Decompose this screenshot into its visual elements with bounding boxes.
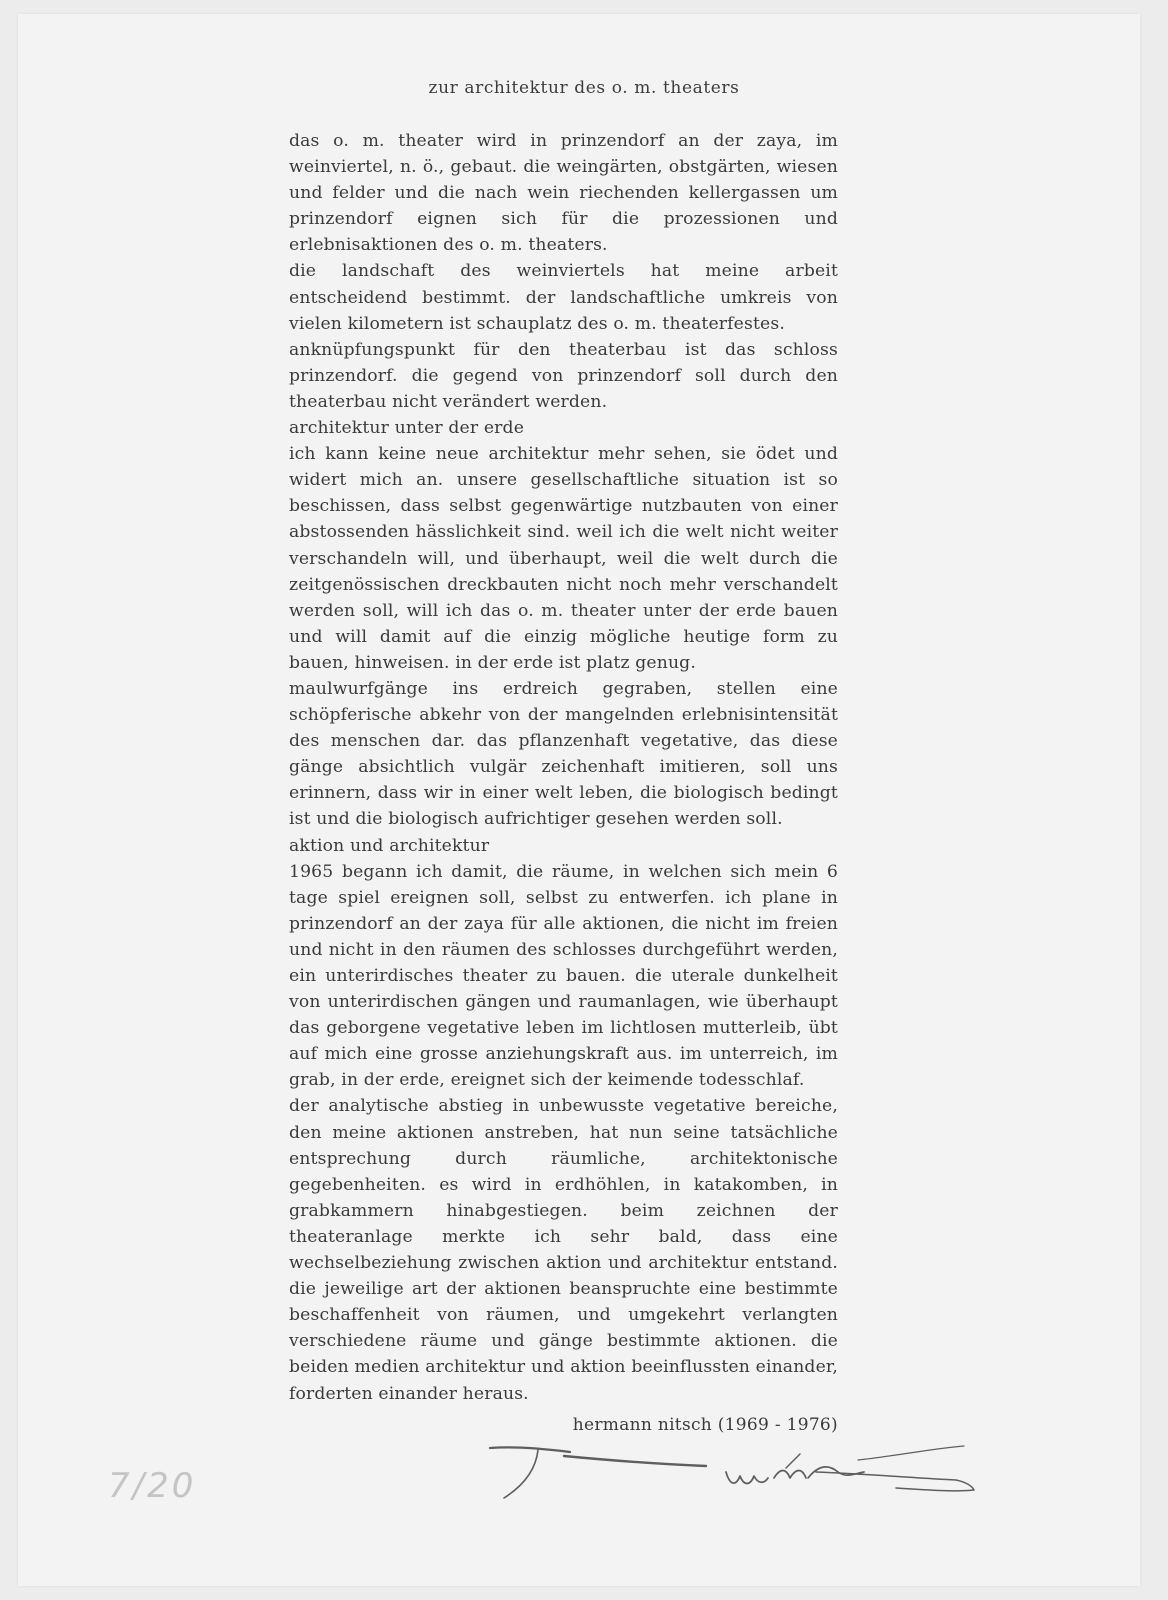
edition-number: 7/20 <box>108 1466 197 1506</box>
paragraph: anknüpfungspunkt für den theaterbau ist das schloss prinzendorf. die gegend von prinzendorf soll durch den theaterbau nicht verändert werden. <box>289 339 838 412</box>
section-heading: architektur unter der erde <box>289 418 525 439</box>
paragraph: der analytische abstieg in unbewusste vegetative bereiche, den meine aktionen anstreben, hat nun seine tatsächliche entsprechung durch räumliche, architektonische gegebenheiten. es wird in erdhöhlen, in katakomben, in grabkammern hinabgestiegen. beim zeichnen der theateranlage merkte ich sehr bald, dass eine wechselbeziehung zwischen aktion und architektur entstand. die jeweilige art der aktionen beanspruchte eine bestimmte beschaffenheit von räumen, und umgekehrt verlangten verschiedene räume und gänge bestimmte aktionen. die beiden medien architektur und aktion beeinflussten einander, forderten einander heraus. <box>289 1096 838 1404</box>
body-text <box>289 128 838 1407</box>
paragraph: das o. m. theater wird in prinzendorf an der zaya, im weinviertel, n. ö., gebaut. die weingärten, obstgärten, wiesen und felder und die nach wein riechenden kellergassen um prinzendorf eignen sich für die prozessionen und erlebnisaktionen des o. m. theaters. <box>289 131 838 256</box>
signature-mark <box>486 1438 1006 1518</box>
paragraph: maulwurfgänge ins erdreich gegraben, stellen eine schöpferische abkehr von der mangelnden erlebnisintensität des menschen dar. das pflanzenhaft vegetative, das diese gänge absichtlich vulgär zeichenhaft imitieren, soll uns erinnern, dass wir in einer welt leben, die biologisch bedingt ist und die biologisch aufrichtiger gesehen werden soll. <box>289 678 838 830</box>
paragraph: ich kann keine neue architektur mehr sehen, sie ödet und widert mich an. unsere gesellschaftliche situation ist so beschissen, dass selbst gegenwärtige nutzbauten von einer abstossenden hässlichkeit sind. weil ich die welt nicht weiter verschandeln will, und überhaupt, weil die welt durch die zeitgenössischen dreckbauten nicht noch mehr verschandelt werden soll, will ich das o. m. theater unter der erde bauen und will damit auf die einzig mögliche heutige form zu bauen, hinweisen. in der erde ist platz genug. <box>289 444 838 673</box>
author-line: hermann nitsch (1969 - 1976) <box>572 1415 838 1435</box>
paragraph: die landschaft des weinviertels hat meine arbeit entscheidend bestimmt. der landschaftliche umkreis von vielen kilometern ist schauplatz des o. m. theaterfestes. <box>289 261 838 334</box>
document-title: zur architektur des o. m. theaters <box>428 78 740 98</box>
section-heading: aktion und architektur <box>289 835 490 856</box>
paragraph: 1965 begann ich damit, die räume, in welchen sich mein 6 tage spiel ereignen soll, selbst zu entwerfen. ich plane in prinzendorf an der zaya für alle aktionen, die nicht im freien und nicht in den räumen des schlosses durchgeführt werden, ein unterirdisches theater zu bauen. die uterale dunkelheit von unterirdischen gängen und raumanlagen, wie überhaupt das geborgene vegetative leben im lichtlosen mutterleib, übt auf mich eine grosse anziehungskraft aus. im unterreich, im grab, in der erde, ereignet sich der keimende todesschlaf. <box>289 861 838 1091</box>
